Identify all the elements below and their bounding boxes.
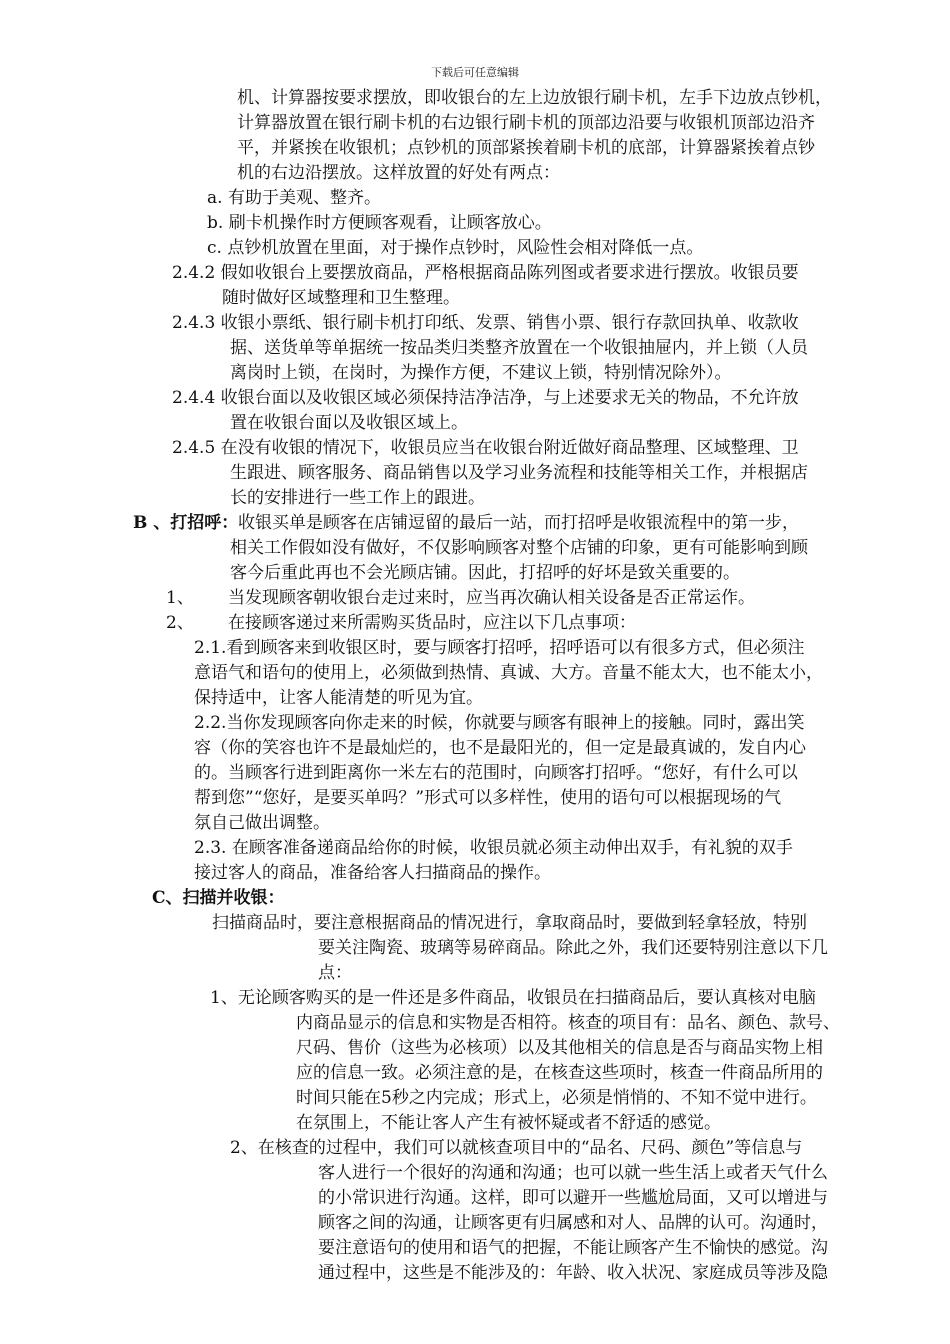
text-line: 意语气和语句的使用上，必须做到热情、真诚、大方。音量不能太大，也不能太小， [194,663,823,683]
text-line: 在氛围上，不能让客人产生有被怀疑或者不舒适的感觉。 [296,1113,721,1133]
text-line: 随时做好区域整理和卫生整理。 [222,288,460,308]
text-line: 保持适中，让客人能清楚的听见为宜。 [194,688,483,708]
text-line: 扫描商品时，要注意根据商品的情况进行，拿取商品时，要做到轻拿轻放，特别 [212,913,807,933]
text-line: 容（你的笑容也许不是最灿烂的，也不是最阳光的，但一定是最真诚的，发自内心 [194,738,806,758]
text-line: 置在收银台面以及收银区域上。 [230,413,468,433]
text-line: B 、打招呼： [133,513,239,533]
text-line: 顾客之间的沟通，让顾客更有归属感和对人、品牌的认可。沟通时， [318,1213,828,1233]
text-line: 2.3. 在顾客准备递商品给你的时候，收银员就必须主动伸出双手，有礼貌的双手 [194,838,793,858]
text-line: 2.4.3 收银小票纸、银行刷卡机打印纸、发票、销售小票、银行存款回执单、收款收 [172,313,799,333]
text-line: 客人进行一个很好的沟通和沟通；也可以就一些生活上或者天气什么 [318,1163,828,1183]
text-line: 2、 [166,613,194,633]
text-line: 离岗时上锁，在岗时，为操作方便，不建议上锁，特别情况除外）。 [230,363,732,383]
text-line: 当发现顾客朝收银台走过来时，应当再次确认相关设备是否正常运作。 [228,588,755,608]
text-line: 通过程中，这些是不能涉及的：年龄、收入状况、家庭成员等涉及隐 [318,1263,828,1283]
text-line: 1、无论顾客购买的是一件还是多件商品，收银员在扫描商品后，要认真核对电脑 [210,988,816,1008]
text-line: 要关注陶瓷、玻璃等易碎商品。除此之外，我们还要特别注意以下几 [318,938,828,958]
text-line: 平，并紧挨在收银机；点钞机的顶部紧挨着刷卡机的底部，计算器紧挨着点钞 [237,138,815,158]
text-line: 2.4.5 在没有收银的情况下，收银员应当在收银台附近做好商品整理、区域整理、卫 [172,438,799,458]
text-line: 2、在核查的过程中，我们可以就核查项目中的“品名、尺码、颜色”等信息与 [230,1138,803,1158]
text-line: 客今后重此再也不会光顾店铺。因此，打招呼的好坏是致关重要的。 [230,563,740,583]
text-line: 收银买单是顾客在店铺逗留的最后一站，而打招呼是收银流程中的第一步， [238,513,799,533]
text-line: 2.1.看到顾客来到收银区时，要与顾客打招呼，招呼语可以有很多方式，但必须注 [194,638,805,658]
text-line: 1、 [166,588,194,608]
page-header: 下载后可任意编辑 [431,66,519,79]
text-line: 帮到您”“您好，是要买单吗？”形式可以多样性，使用的语句可以根据现场的气 [194,788,782,808]
text-line: 2.4.2 假如收银台上要摆放商品，严格根据商品陈列图或者要求进行摆放。收银员要 [172,263,799,283]
text-line: 接过客人的商品，准备给客人扫描商品的操作。 [194,863,551,883]
text-line: c. 点钞机放置在里面，对于操作点钞时，风险性会相对降低一点。 [207,238,704,258]
text-line: C、扫描并收银： [152,888,285,908]
text-line: 的。当顾客行进到距离你一米左右的范围时，向顾客打招呼。“您好，有什么可以 [194,763,798,783]
text-line: 机、计算器按要求摆放，即收银台的左上边放银行刷卡机，左手下边放点钞机， [237,88,832,108]
text-line: 要注意语句的使用和语气的把握，不能让顾客产生不愉快的感觉。沟 [318,1238,828,1258]
text-line: 2.2.当你发现顾客向你走来的时候，你就要与顾客有眼神上的接触。同时，露出笑 [194,713,805,733]
text-line: 时间只能在5秒之内完成；形式上，必须是悄悄的、不知不觉中进行。 [296,1088,817,1108]
text-line: 机的右边沿摆放。这样放置的好处有两点： [237,163,560,183]
text-line: 相关工作假如没有做好，不仅影响顾客对整个店铺的印象，更有可能影响到顾 [230,538,808,558]
text-line: b. 刷卡机操作时方便顾客观看，让顾客放心。 [207,213,552,233]
text-line: 尺码、售价（这些为必核项）以及其他相关的信息是否与商品实物上相 [296,1038,823,1058]
text-line: 氛自己做出调整。 [194,813,330,833]
text-line: 的小常识进行沟通。这样，即可以避开一些尴尬局面，又可以增进与 [318,1188,828,1208]
text-line: 计算器放置在银行刷卡机的右边银行刷卡机的顶部边沿要与收银机顶部边沿齐 [237,113,815,133]
text-line: 生跟进、顾客服务、商品销售以及学习业务流程和技能等相关工作，并根据店 [230,463,808,483]
text-line: a. 有助于美观、整齐。 [207,188,381,208]
text-line: 据、送货单等单据统一按品类归类整齐放置在一个收银抽屉内，并上锁（人员 [230,338,808,358]
text-line: 长的安排进行一些工作上的跟进。 [230,488,485,508]
text-line: 内商品显示的信息和实物是否相符。核查的项目有：品名、颜色、款号、 [296,1013,840,1033]
text-line: 2.4.4 收银台面以及收银区域必须保持洁净洁净，与上述要求无关的物品，不允许放 [172,388,799,408]
text-line: 在接顾客递过来所需购买货品时，应注以下几点事项： [228,613,636,633]
text-line: 应的信息一致。必须注意的是，在核查这些项时，核查一件商品所用的 [296,1063,823,1083]
text-line: 点： [318,963,352,983]
